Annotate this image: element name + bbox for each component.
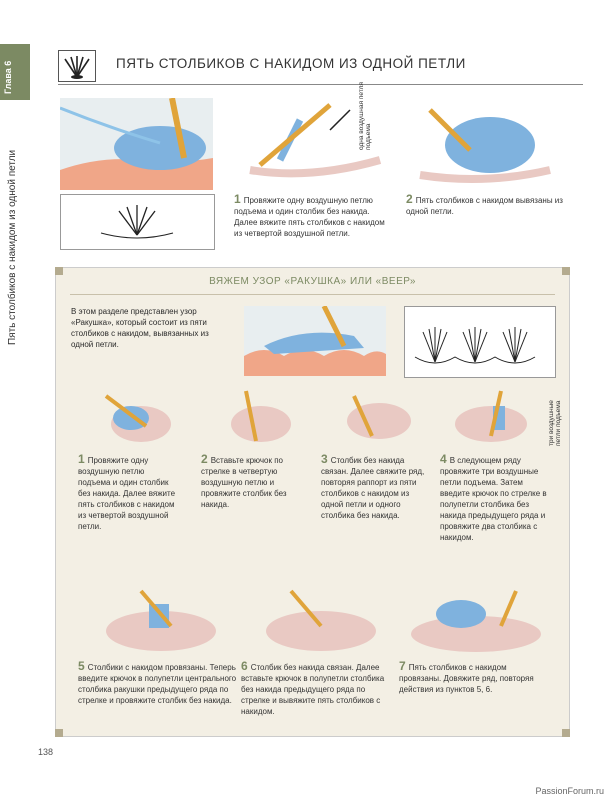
panel-diagram bbox=[404, 306, 556, 378]
title-divider bbox=[58, 84, 583, 85]
panel-step-6-illustration bbox=[261, 586, 381, 656]
panel-title: ВЯЖЕМ УЗОР «РАКУШКА» ИЛИ «ВЕЕР» bbox=[209, 276, 416, 287]
page-title: ПЯТЬ СТОЛБИКОВ С НАКИДОМ ИЗ ОДНОЙ ПЕТЛИ bbox=[116, 56, 466, 71]
side-title: Пять столбиков с накидом из одной петли bbox=[7, 149, 18, 345]
panel-step-7-illustration bbox=[406, 586, 546, 656]
top-step-note: одна воздушная петля подъема bbox=[358, 82, 372, 150]
step-2-illustration bbox=[410, 100, 560, 190]
panel-step-2: 2 Вставьте крючок по стрелке в четвертую воздушную петлю и провяжите столбик без накида. bbox=[201, 452, 287, 509]
panel-intro: В этом разделе представлен узор «Ракушка», который состоит из пяти столбиков с накидом, вывязанных из одной петли. bbox=[71, 307, 209, 349]
panel-photo bbox=[244, 306, 386, 376]
panel-step-7: 7 Пять столбиков с накидом провязаны. Довяжите ряд, повторяя действия из пунктов 5, 6. bbox=[399, 659, 534, 694]
panel-step-1: 1 Провяжите одну воздушную петлю подъема и один столбик без накида. Далее вяжите пять столбиков с накидом из четвертой воздушной петли. bbox=[78, 452, 176, 531]
panel-step-5-illustration bbox=[101, 586, 221, 656]
chapter-tab bbox=[0, 44, 30, 100]
panel-step-3-illustration bbox=[324, 386, 424, 451]
panel-step-4-illustration bbox=[441, 386, 541, 451]
panel-note: три воздушные петли подъема bbox=[548, 400, 562, 446]
main-photo bbox=[60, 98, 213, 190]
chapter-label: Глава 6 bbox=[3, 60, 13, 94]
watermark: PassionForum.ru bbox=[535, 786, 604, 796]
top-step-1: 1 Провяжите одну воздушную петлю подъема и один столбик без накида. Далее вяжите пять столбиков с накидом из четвертой воздушной петли. bbox=[234, 192, 385, 238]
stitch-diagram bbox=[60, 194, 215, 250]
panel-divider bbox=[70, 294, 555, 295]
panel-step-3: 3 Столбик без накида связан. Далее свяжите ряд, повторяя раппорт из пяти столбиков с накидом из одной петли и одного столбика без накида. bbox=[321, 452, 425, 520]
shell-stitch-icon bbox=[58, 50, 96, 82]
panel-step-2-illustration bbox=[206, 386, 306, 451]
panel-step-6: 6 Столбик без накида связан. Далее вставьте крючок в полупетли столбика без накида предыдущего ряда по стрелке и вывяжите пять столбиков с накидом. bbox=[241, 659, 385, 716]
panel-step-1-illustration bbox=[86, 386, 186, 451]
top-step-2: 2 Пять столбиков с накидом вывязаны из одной петли. bbox=[406, 192, 563, 216]
panel-step-5: 5 Столбики с накидом провязаны. Теперь введите крючок в полупетли центрального столбика ракушки предыдущего ряда по стрелке и провяжите столбик без накида. bbox=[78, 659, 237, 705]
panel-step-4: 4 В следующем ряду провяжите три воздушные петли подъема. Затем введите крючок по стрелке в полупетли столбика без накида предыдущего ряда и провяжите два столбика с накидом. bbox=[440, 452, 547, 542]
page-number: 138 bbox=[38, 747, 54, 757]
shell-pattern-panel bbox=[55, 267, 570, 737]
